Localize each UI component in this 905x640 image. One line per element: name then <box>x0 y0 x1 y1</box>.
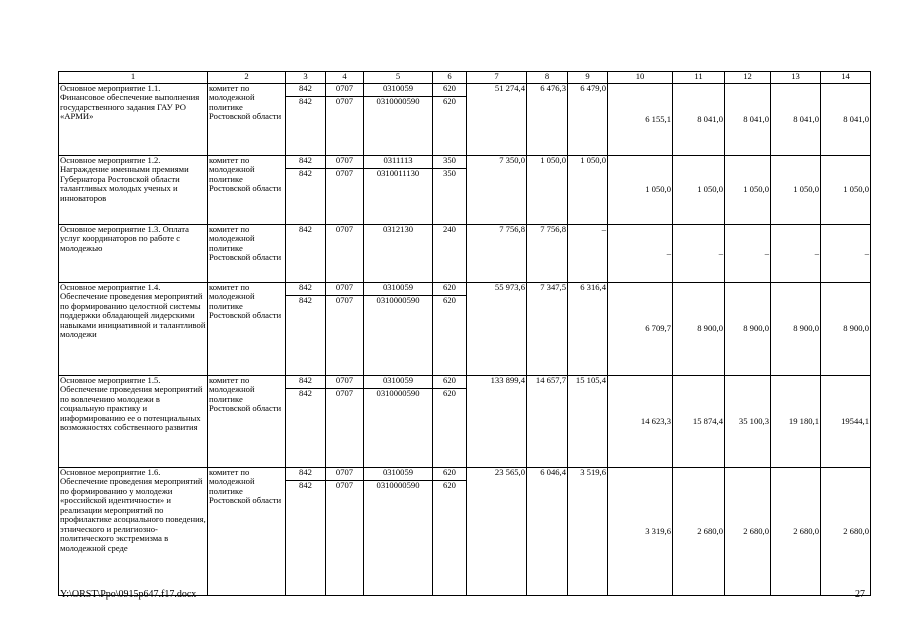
code-cell-c6: 350 <box>433 156 467 169</box>
code-cell-c5: 0311113 <box>364 156 433 169</box>
value-c14: – <box>821 225 871 283</box>
code-cell-c3: 842 <box>286 156 326 169</box>
code-cell-c5: 0310059 <box>364 84 433 97</box>
code-cell-c4: 0707 <box>326 84 364 97</box>
value-c11: 8 041,0 <box>673 84 725 156</box>
column-header: 2 <box>208 72 286 84</box>
value-c10: 3 319,6 <box>608 468 673 596</box>
value-c14: 8 041,0 <box>821 84 871 156</box>
value-c12: 8 900,0 <box>725 283 771 376</box>
value-col9: 6 316,4 <box>568 283 608 376</box>
total-value: 51 274,4 <box>467 84 527 156</box>
value-col8: 1 050,0 <box>527 156 568 225</box>
code-cell-c3: 842 <box>286 296 326 376</box>
file-path: Y:\ORST\Ppo\0915p647.f17.docx <box>60 589 197 600</box>
column-header: 1 <box>59 72 208 84</box>
code-cell-c6: 620 <box>433 376 467 389</box>
total-value: 23 565,0 <box>467 468 527 596</box>
code-cell-c6: 620 <box>433 296 467 376</box>
value-c14: 1 050,0 <box>821 156 871 225</box>
value-c10: 1 050,0 <box>608 156 673 225</box>
code-cell-c4: 0707 <box>326 296 364 376</box>
executor-cell: комитет по молодежной политике Ростовской области <box>208 468 286 596</box>
activity-name: Основное мероприятие 1.6. Обеспечение проведения мероприятий по формированию у молодежи «российской идентичности» и реализации мероприятий по профилактике асоциального поведения, этнического и религиозно-политического экстремизма в молодежной среде <box>59 468 208 596</box>
total-value: 133 899,4 <box>467 376 527 468</box>
value-c12: 35 100,3 <box>725 376 771 468</box>
value-c11: 2 680,0 <box>673 468 725 596</box>
code-cell-c5: 0310011130 <box>364 169 433 225</box>
column-header: 8 <box>527 72 568 84</box>
code-cell-c3: 842 <box>286 376 326 389</box>
value-col8: 14 657,7 <box>527 376 568 468</box>
column-header: 7 <box>467 72 527 84</box>
column-header: 6 <box>433 72 467 84</box>
code-cell-c6: 620 <box>433 283 467 296</box>
column-header: 3 <box>286 72 326 84</box>
value-col9: – <box>568 225 608 283</box>
code-cell-c4: 0707 <box>326 97 364 156</box>
code-cell-c6: 240 <box>433 225 467 283</box>
value-col8: 6 046,4 <box>527 468 568 596</box>
code-cell-c5: 0310059 <box>364 376 433 389</box>
header-row <box>59 72 871 84</box>
code-cell-c3: 842 <box>286 84 326 97</box>
value-c11: 1 050,0 <box>673 156 725 225</box>
code-cell-c5: 0310000590 <box>364 389 433 468</box>
value-c13: 19 180,1 <box>771 376 821 468</box>
code-cell-c6: 620 <box>433 84 467 97</box>
code-cell-c5: 0310000590 <box>364 296 433 376</box>
total-value: 55 973,6 <box>467 283 527 376</box>
code-cell-c5: 0312130 <box>364 225 433 283</box>
value-c11: – <box>673 225 725 283</box>
column-header: 11 <box>673 72 725 84</box>
budget-table <box>58 71 871 596</box>
table-row <box>59 376 871 389</box>
page-number: 27 <box>855 589 865 600</box>
value-c11: 8 900,0 <box>673 283 725 376</box>
code-cell-c4: 0707 <box>326 283 364 296</box>
total-value: 7 350,0 <box>467 156 527 225</box>
value-c12: – <box>725 225 771 283</box>
code-cell-c4: 0707 <box>326 481 364 596</box>
code-cell-c6: 620 <box>433 97 467 156</box>
activity-name: Основное мероприятие 1.4. Обеспечение проведения мероприятий по формированию целостной системы поддержки обладающей лидерскими навыками инициативной и талантливой молодежи <box>59 283 208 376</box>
code-cell-c5: 0310059 <box>364 283 433 296</box>
executor-cell: комитет по молодежной политике Ростовской области <box>208 156 286 225</box>
table-row <box>59 84 871 97</box>
executor-cell: комитет по молодежной политике Ростовской области <box>208 225 286 283</box>
value-c13: 1 050,0 <box>771 156 821 225</box>
value-c13: – <box>771 225 821 283</box>
code-cell-c3: 842 <box>286 481 326 596</box>
total-value: 7 756,8 <box>467 225 527 283</box>
code-cell-c4: 0707 <box>326 468 364 481</box>
code-cell-c4: 0707 <box>326 225 364 283</box>
table-row <box>59 225 871 283</box>
activity-name: Основное мероприятие 1.1. Финансовое обеспечение выполнения государственного задания ГАУ РО «АРМИ» <box>59 84 208 156</box>
code-cell-c4: 0707 <box>326 376 364 389</box>
value-c11: 15 874,4 <box>673 376 725 468</box>
code-cell-c6: 620 <box>433 389 467 468</box>
value-c10: 6 709,7 <box>608 283 673 376</box>
value-c13: 8 041,0 <box>771 84 821 156</box>
activity-name: Основное мероприятие 1.2. Награждение именными премиями Губернатора Ростовской области талантливых молодых ученых и инноваторов <box>59 156 208 225</box>
code-cell-c4: 0707 <box>326 389 364 468</box>
code-cell-c6: 620 <box>433 481 467 596</box>
value-col9: 6 479,0 <box>568 84 608 156</box>
value-c10: 6 155,1 <box>608 84 673 156</box>
value-c14: 8 900,0 <box>821 283 871 376</box>
executor-cell: комитет по молодежной политике Ростовской области <box>208 283 286 376</box>
column-header: 10 <box>608 72 673 84</box>
value-c14: 19544,1 <box>821 376 871 468</box>
code-cell-c3: 842 <box>286 468 326 481</box>
table-row <box>59 283 871 296</box>
value-col9: 15 105,4 <box>568 376 608 468</box>
code-cell-c5: 0310000590 <box>364 481 433 596</box>
code-cell-c4: 0707 <box>326 169 364 225</box>
code-cell-c4: 0707 <box>326 156 364 169</box>
column-header: 4 <box>326 72 364 84</box>
value-c12: 8 041,0 <box>725 84 771 156</box>
code-cell-c3: 842 <box>286 169 326 225</box>
value-c12: 1 050,0 <box>725 156 771 225</box>
value-col8: 7 756,8 <box>527 225 568 283</box>
activity-name: Основное мероприятие 1.3. Оплата услуг координаторов по работе с молодежью <box>59 225 208 283</box>
value-col8: 7 347,5 <box>527 283 568 376</box>
code-cell-c3: 842 <box>286 97 326 156</box>
value-c13: 2 680,0 <box>771 468 821 596</box>
value-c13: 8 900,0 <box>771 283 821 376</box>
executor-cell: комитет по молодежной политике Ростовской области <box>208 84 286 156</box>
value-col9: 3 519,6 <box>568 468 608 596</box>
column-header: 9 <box>568 72 608 84</box>
code-cell-c6: 350 <box>433 169 467 225</box>
value-col8: 6 476,3 <box>527 84 568 156</box>
code-cell-c5: 0310059 <box>364 468 433 481</box>
column-header: 5 <box>364 72 433 84</box>
value-c12: 2 680,0 <box>725 468 771 596</box>
code-cell-c6: 620 <box>433 468 467 481</box>
code-cell-c3: 842 <box>286 389 326 468</box>
executor-cell: комитет по молодежной политике Ростовской области <box>208 376 286 468</box>
table-row <box>59 156 871 169</box>
code-cell-c5: 0310000590 <box>364 97 433 156</box>
value-col9: 1 050,0 <box>568 156 608 225</box>
value-c14: 2 680,0 <box>821 468 871 596</box>
value-c10: – <box>608 225 673 283</box>
value-c10: 14 623,3 <box>608 376 673 468</box>
column-header: 12 <box>725 72 771 84</box>
column-header: 13 <box>771 72 821 84</box>
column-header: 14 <box>821 72 871 84</box>
activity-name: Основное мероприятие 1.5. Обеспечение проведения мероприятий по вовлечению молодежи в социальную практику и информированию ее о потенциальных возможностях собственного развития <box>59 376 208 468</box>
code-cell-c3: 842 <box>286 283 326 296</box>
table-row <box>59 468 871 481</box>
code-cell-c3: 842 <box>286 225 326 283</box>
